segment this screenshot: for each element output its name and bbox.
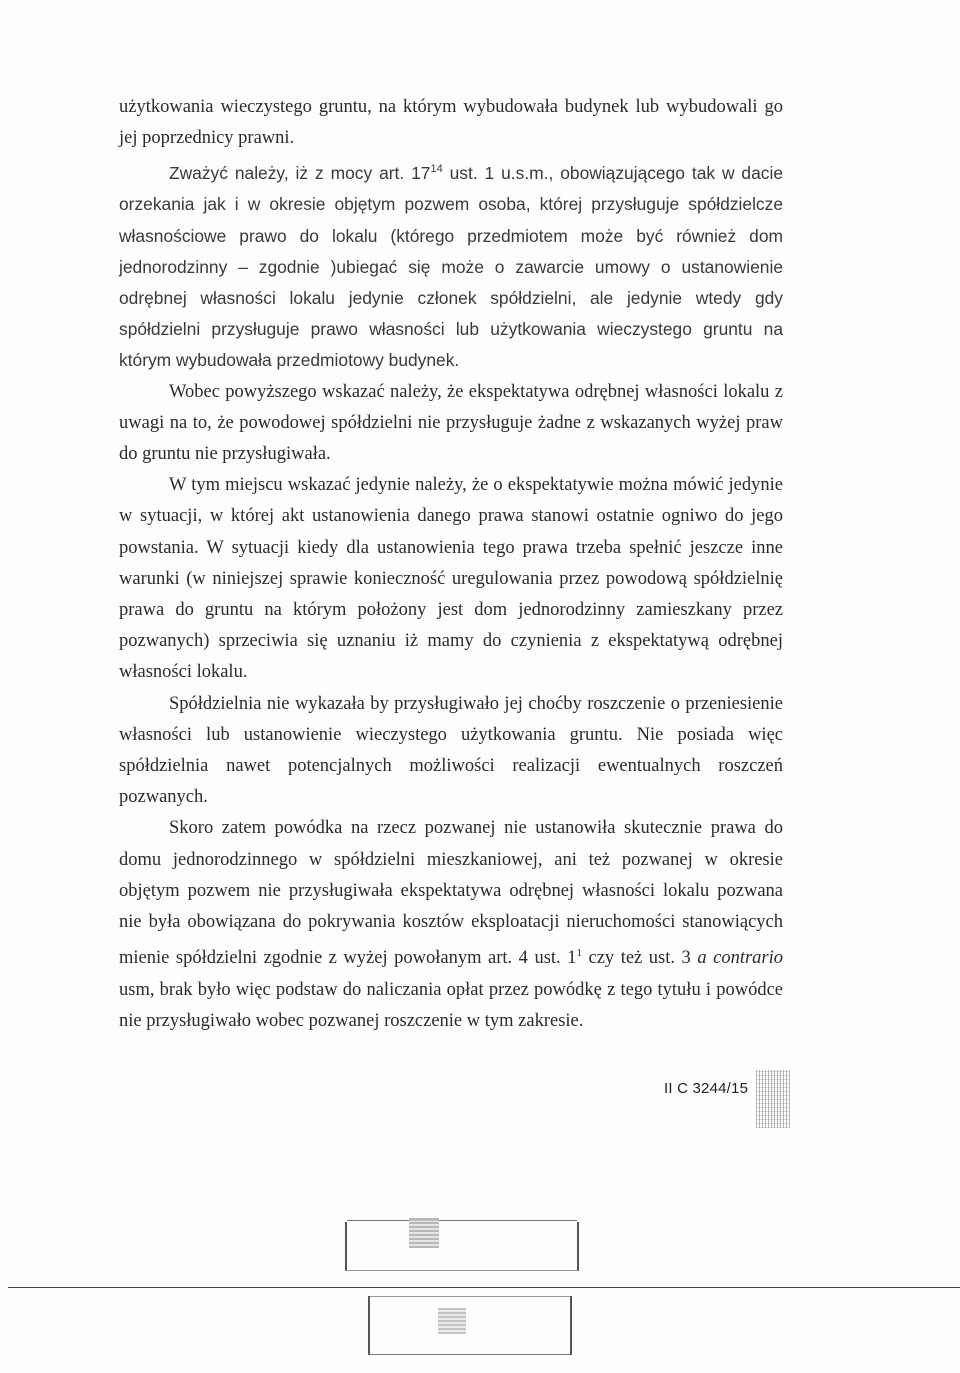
page-divider — [8, 1287, 960, 1288]
stamp-mark-icon — [438, 1308, 466, 1334]
paragraph-text-mid: czy też ust. 3 — [581, 948, 698, 969]
barcode-stamp-icon — [756, 1070, 790, 1128]
stamp-frame-line — [347, 1220, 577, 1221]
paragraph-wobec — [119, 377, 783, 471]
stamp-frame-lower — [368, 1296, 572, 1355]
document-body — [119, 92, 783, 1037]
stamp-frame-upper — [345, 1222, 579, 1271]
paragraph-ekspektatywa — [119, 470, 783, 688]
paragraph-text-end: usm, brak było więc podstaw do naliczania opłat przez powódkę z tego tytułu i powódce nie przysługiwało wobec pozwanej roszczenie w tym zakresie. — [119, 979, 783, 1031]
paragraph-text: W tym miejscu wskazać jedynie należy, że o ekspektatywie można mówić jedynie w sytuacji, w której akt ustanowienia danego prawa stanowi ostatnie ogniwo do jego powstania. W sytuacji kiedy dla ustanowienia tego prawa trzeba spełnić jeszcze inne warunki (w niniejszej sprawie konieczność uregulowania przez powodową spółdzielnię prawa do gruntu na którym położony jest dom jednorodzinny zamieszkany przez pozwanych) sprzeciwia się uznaniu iż mamy do czynienia z ekspektatywą odrębnej własności lokalu. — [119, 475, 783, 683]
paragraph-text-end: ust. 1 u.s.m., obowiązującego tak w dacie orzekania jak i w okresie objętym pozwem osoba, której przysługuje spółdzielcze własnościowe prawo do lokalu (którego przedmiotem może być również dom jednorodzinny – zgodnie )ubiegać się może o zawarcie umowy o ustanowienie odrębnej własności lokalu jedynie członek spółdzielni, ale jedynie wtedy gdy spółdzielni przysługuje prawo własności lub użytkowania wieczystego gruntu na którym wybudowała przedmiotowy budynek. — [119, 163, 784, 371]
stamp-mark-icon — [409, 1218, 439, 1248]
paragraph-continuation — [119, 92, 783, 154]
paragraph-conclusion — [119, 813, 783, 1037]
stamp-frame-line — [370, 1296, 570, 1297]
latin-phrase: a contrario — [697, 948, 784, 969]
paragraph-text: Spółdzielnia nie wykazała by przysługiwało jej choćby roszczenie o przeniesienie własności lub ustanowienie wieczystego użytkowania gruntu. Nie posiada więc spółdzielnia nawet potencjalnych możliwości realizacji ewentualnych roszczeń pozwanych. — [119, 693, 783, 808]
paragraph-text-start: Skoro zatem powódka na rzecz pozwanej nie ustanowiła skutecznie prawa do domu jednorodzinnego w spółdzielni mieszkaniowej, ani też pozwanej w okresie objętym pozwem nie przysługiwała ekspektatywa odrębnej własności lokalu pozwana nie była obowiązana do pokrywania kosztów eksploatacji nieruchomości stanowiących mienie spółdzielni zgodnie z wyżej powołanym art. 4 ust. 1 — [119, 818, 783, 969]
paragraph-text: użytkowania wieczystego gruntu, na którym wybudowała budynek lub wybudowali go jej poprzednicy prawni. — [119, 97, 783, 149]
paragraph-spoldzielnia — [119, 689, 783, 814]
paragraph-text-start: Zważyć należy, iż z mocy art. 17 — [169, 163, 431, 184]
paragraph-art-17 — [119, 154, 783, 376]
paragraph-text: Wobec powyższego wskazać należy, że ekspektatywa odrębnej własności lokalu z uwagi na to, że powodowej spółdzielni nie przysługuje żadne z wskazanych wyżej praw do gruntu nie przysługiwała. — [119, 381, 783, 465]
superscript-1: 1 — [576, 947, 582, 960]
superscript-14: 14 — [430, 163, 443, 176]
case-number: II C 3244/15 — [664, 1080, 749, 1097]
